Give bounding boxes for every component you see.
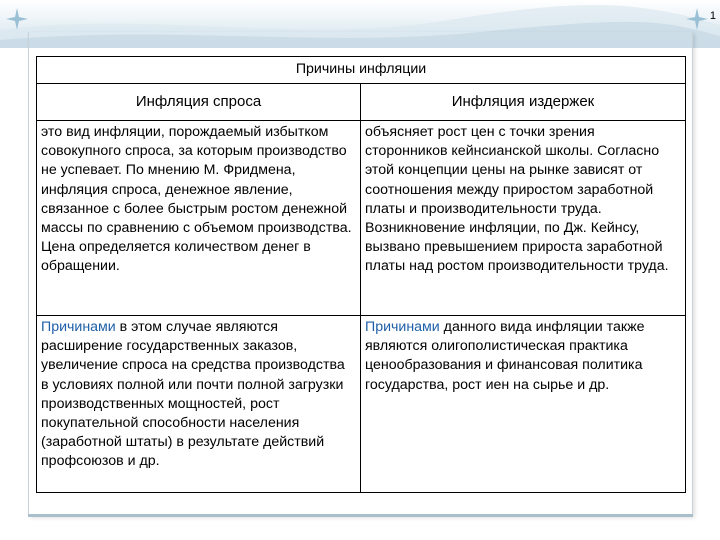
- column-header-cost: Инфляция издержек: [361, 84, 686, 121]
- cell-cost-definition: [361, 121, 686, 316]
- page-number: 1: [709, 10, 716, 22]
- cell-demand-causes: [37, 316, 361, 493]
- cell-text: это вид инфляции, порождаемый избытком совокупного спроса, за которым производство не успевает. По мнению М. Фридмена, инфляция спроса, денежное явление, связанное с более быстрым ростом денежной массы по сравнению с объемом производства. Цена определяется количеством денег в обращении.: [41, 124, 352, 275]
- table-row: [37, 316, 686, 493]
- table-row: [37, 121, 686, 316]
- cell-text: данного вида инфляции также являются олигополистическая практика ценообразования и финансовая политика государства, рост иен на сырье и др.: [365, 319, 645, 393]
- cell-cost-causes: [361, 316, 686, 493]
- cell-text: в этом случае являются расширение государственных заказов, увеличение спроса на средства производства в условиях полной или почти полной загрузки производственных мощностей, рост покупательной способности населения (заработной штаты) в результате действий профсоюзов и др.: [41, 319, 345, 470]
- cell-demand-definition: [37, 121, 361, 316]
- frame-bottom-bar: [28, 514, 693, 517]
- cell-lead-word: Причинами: [365, 319, 440, 335]
- star-ornament-left-icon: [4, 6, 30, 32]
- column-header-demand: Инфляция спроса: [37, 84, 361, 121]
- table-title-row: [37, 57, 686, 84]
- cell-text: объясняет рост цен с точки зрения сторонников кейнсианской школы. Согласно этой концепции цены на рынке зависят от соотношения между приростом заработной платы и производительности труда. Возникновение инфляции, по Дж. Кейнсу, вызвано превышением прироста заработной платы над ростом производительности труда.: [365, 124, 669, 275]
- inflation-causes-table: [36, 56, 686, 493]
- table-header-row: [37, 84, 686, 121]
- cell-lead-word: Причинами: [41, 319, 116, 335]
- star-ornament-right-icon: [684, 6, 710, 32]
- table-title: Причины инфляции: [37, 57, 686, 84]
